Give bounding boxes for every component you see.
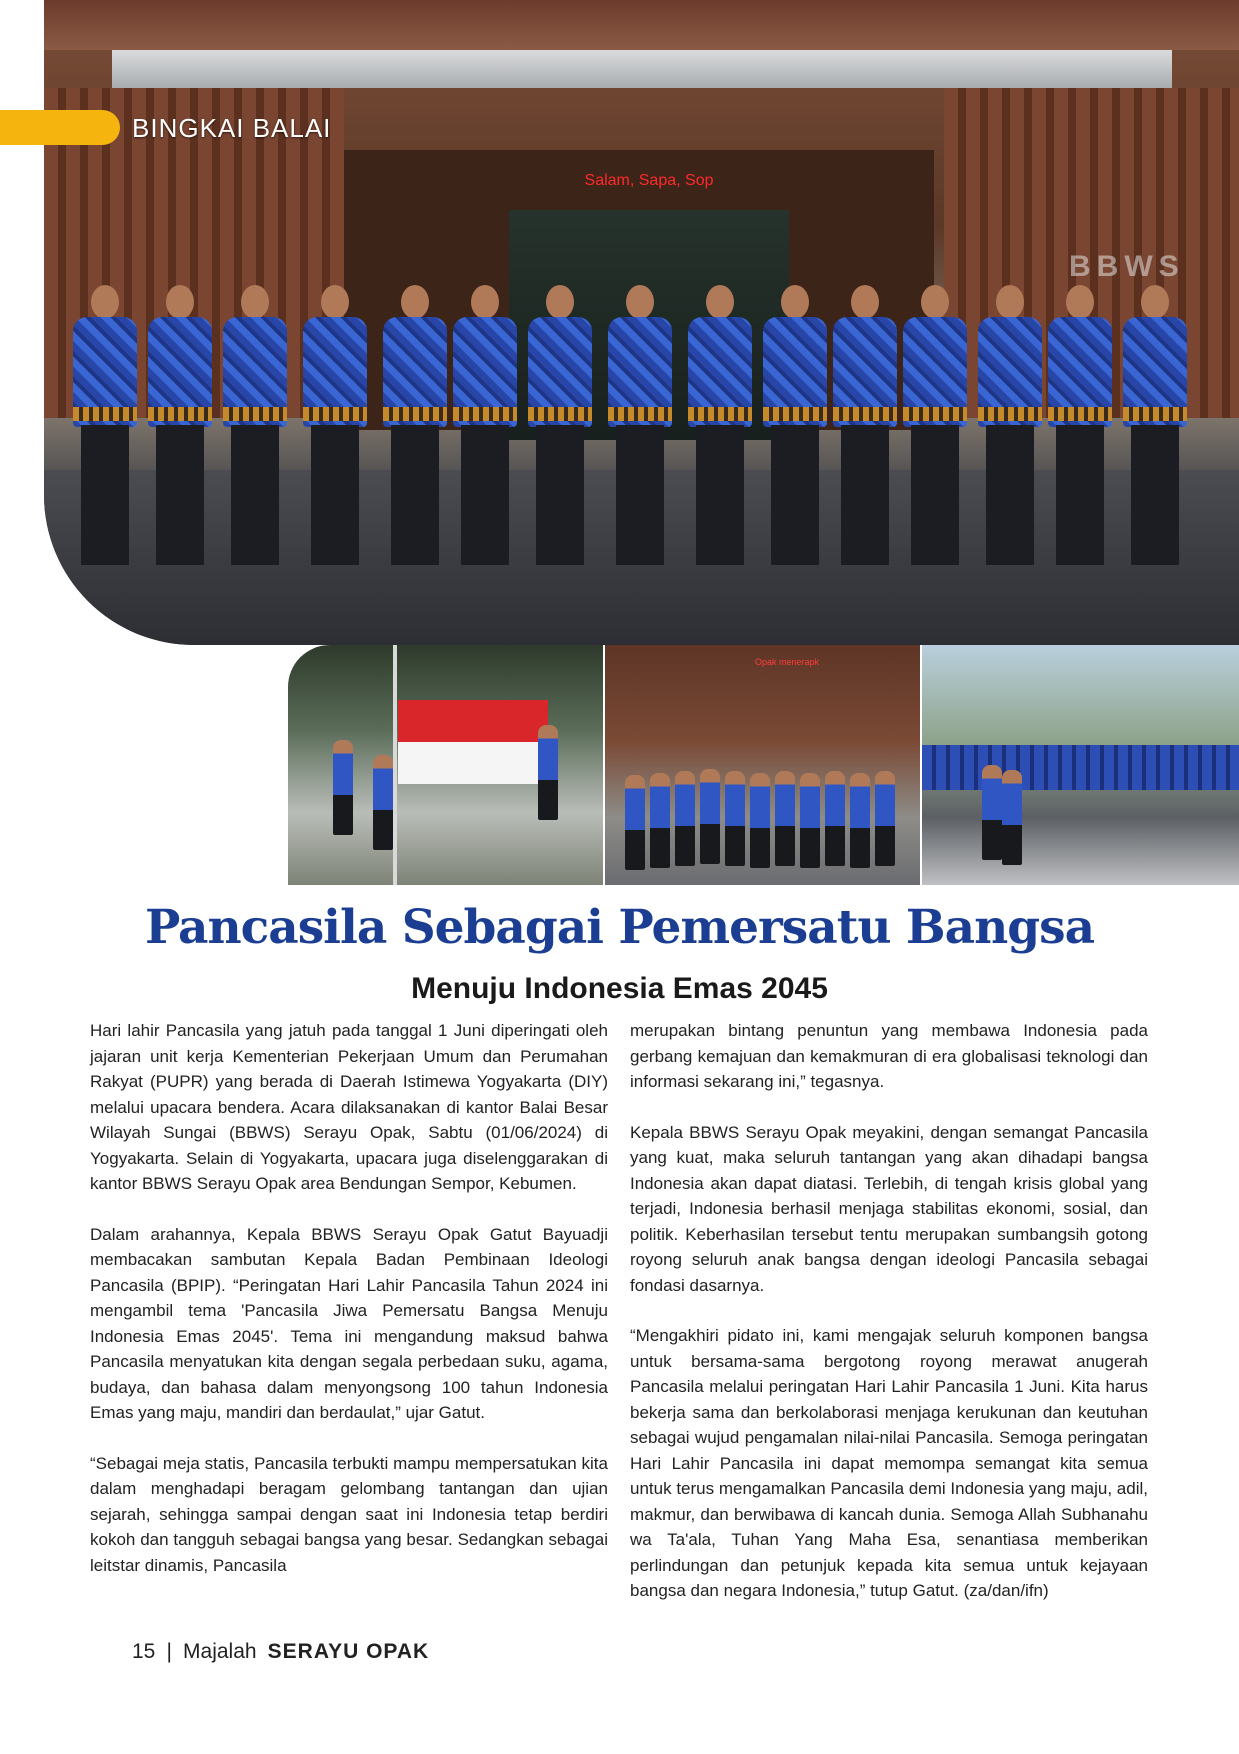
person bbox=[524, 285, 596, 575]
magazine-label: Majalah bbox=[183, 1640, 257, 1663]
page-footer bbox=[132, 1640, 429, 1670]
footer-separator: | bbox=[166, 1640, 172, 1663]
person bbox=[1119, 285, 1191, 575]
entrance-canopy bbox=[112, 50, 1172, 88]
article-paragraph: Dalam arahannya, Kepala BBWS Serayu Opak Gatut Bayuadji membacakan sambutan Kepala Badan Pembinaan Ideologi Pancasila (BPIP). “Peringatan Hari Lahir Pancasila Tahun 2024 ini mengambil tema 'Pancasila Jiwa Pemersatu Bangsa Menuju Indonesia Emas 2045'. Tema ini mengandung maksud bahwa Pancasila menyatukan kita dengan segala perbedaan suku, agama, budaya, dan bahasa dalam menyongsong 100 tahun Indonesia Emas yang maju, mandiri dan berdaulat,” ujar Gatut. bbox=[90, 1224, 608, 1422]
article-title: Pancasila Sebagai Pemersatu Bangsa bbox=[144, 900, 1095, 955]
article-paragraph: Hari lahir Pancasila yang jatuh pada tanggal 1 Juni diperingati oleh jajaran unit kerja Kementerian Pekerjaan Umum dan Perumahan Rakyat (PUPR) yang berada di Daerah Istimewa Yogyakarta (DIY) melalui upacara bendera. Acara dilaksanakan di kantor Balai Besar Wilayah Sungai (BBWS) Serayu Opak, Sabtu (01/06/2024) di Yogyakarta. Selain di Yogyakarta, upacara juga diselenggarakan di kantor BBWS Serayu Opak area Bendungan Sempor, Kebumen. bbox=[90, 1021, 608, 1193]
person bbox=[1002, 770, 1022, 865]
person bbox=[625, 775, 645, 870]
person bbox=[675, 771, 695, 866]
person bbox=[825, 771, 845, 866]
article-column-right bbox=[630, 1018, 1148, 1629]
building-sign: BBWS bbox=[1069, 250, 1185, 283]
person bbox=[725, 771, 745, 866]
crowd-of-participants bbox=[922, 745, 1239, 790]
person bbox=[700, 769, 720, 864]
person bbox=[1044, 285, 1116, 575]
led-running-text: Salam, Sapa, Sop bbox=[584, 172, 714, 189]
article-subtitle: Menuju Indonesia Emas 2045 bbox=[411, 972, 828, 1005]
page-number: 15 bbox=[132, 1640, 156, 1663]
person bbox=[982, 765, 1002, 860]
article-paragraph: Kepala BBWS Serayu Opak meyakini, dengan semangat Pancasila yang kuat, maka seluruh tantangan yang akan dihadapi bangsa Indonesia akan dapat diatasi. Terlebih, di tengah krisis global yang terjadi, Indonesia berhasil menjaga stabilitas ekonomi, sosial, dan politik. Keberhasilan tersebut tentu merupakan sumbangsih gotong royong seluruh anak bangsa dengan ideologi Pancasila sebagai fondasi dasarnya. bbox=[630, 1122, 1148, 1295]
person bbox=[379, 285, 451, 575]
article-paragraph: merupakan bintang penuntun yang membawa Indonesia pada gerbang kemajuan dan kemakmuran di era globalisasi teknologi dan informasi sekarang ini,” tegasnya. bbox=[630, 1021, 1148, 1091]
magazine-name: SERAYU OPAK bbox=[267, 1640, 430, 1663]
building-roof bbox=[44, 0, 1239, 50]
article-paragraph: “Mengakhiri pidato ini, kami mengajak seluruh komponen bangsa untuk bersama-sama bergotong royong merawat anugerah Pancasila melalui peringatan Hari Lahir Pancasila 1 Juni. Kita harus bekerja sama dan berkolaborasi menjaga kerukunan dan keutuhan sebagai wujud pengamalan nilai-nilai Pancasila. Semoga peringatan Hari Lahir Pancasila ini dapat memompa semangat kita semua untuk terus mengamalkan Pancasila demi Indonesia yang maju, adil, makmur, dan berwibawa di kancah dunia. Semoga Allah Subhanahu wa Ta'ala, Tuhan Yang Maha Esa, senantiasa memberikan perlindungan dan petunjuk kepada kita semua untuk kejayaan bangsa dan negara Indonesia,” tutup Gatut. (za/dan/ifn) bbox=[630, 1326, 1148, 1600]
flag-red-stripe bbox=[398, 700, 548, 742]
hero-photo bbox=[44, 0, 1239, 645]
flag-pole bbox=[393, 645, 397, 885]
person bbox=[750, 773, 770, 868]
person bbox=[684, 285, 756, 575]
assembly-photo bbox=[922, 645, 1239, 885]
person bbox=[850, 773, 870, 868]
article-column-left bbox=[90, 1018, 608, 1603]
person bbox=[899, 285, 971, 575]
person bbox=[69, 285, 141, 575]
person bbox=[144, 285, 216, 575]
led-running-text: Opak menerapk bbox=[755, 657, 820, 667]
person bbox=[538, 725, 558, 820]
person bbox=[650, 773, 670, 868]
flag-white-stripe bbox=[398, 742, 548, 784]
person bbox=[449, 285, 521, 575]
person bbox=[829, 285, 901, 575]
salute-photo bbox=[605, 645, 920, 885]
group-of-officials bbox=[69, 285, 1239, 575]
person bbox=[759, 285, 831, 575]
person bbox=[373, 755, 393, 850]
section-tab-marker bbox=[0, 110, 120, 145]
flag-ceremony-photo bbox=[288, 645, 603, 885]
person bbox=[800, 773, 820, 868]
person bbox=[219, 285, 291, 575]
person bbox=[875, 771, 895, 866]
person bbox=[333, 740, 353, 835]
person bbox=[974, 285, 1046, 575]
section-label: BINGKAI BALAI bbox=[132, 113, 332, 143]
person bbox=[775, 771, 795, 866]
article-paragraph: “Sebagai meja statis, Pancasila terbukti mampu mempersatukan kita dalam menghadapi beragam gelombang tantangan dan ujian sejarah, sehingga sampai dengan saat ini Indonesia tetap berdiri kokoh dan tangguh sebagai bangsa yang besar. Sedangkan sebagai leitstar dinamis, Pancasila bbox=[90, 1453, 608, 1575]
person bbox=[604, 285, 676, 575]
person bbox=[299, 285, 371, 575]
